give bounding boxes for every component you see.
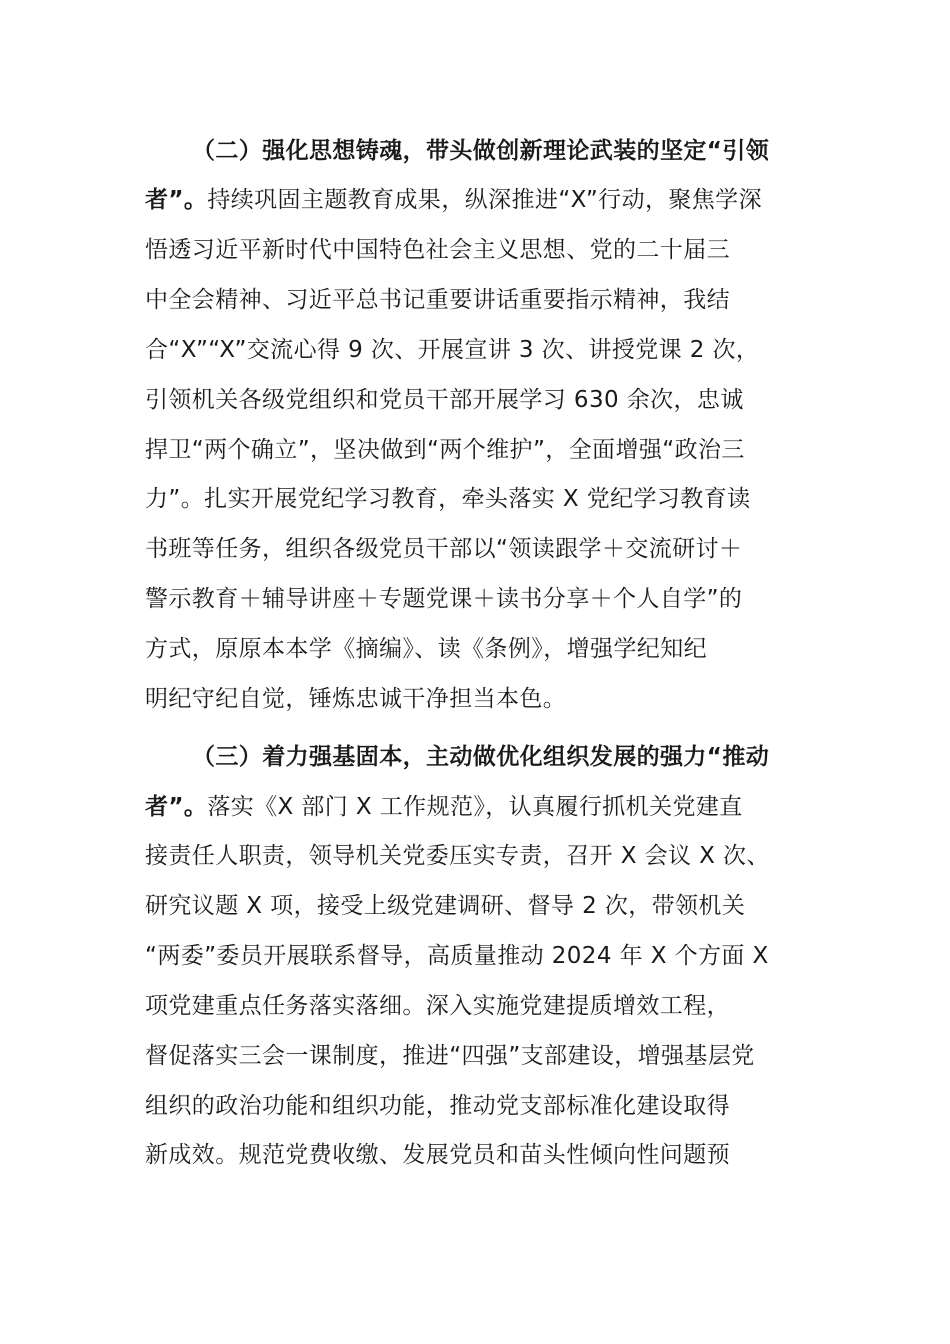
section2-heading: （二）强化思想铸魂，带头做创新理论武装的坚定“引领 — [192, 138, 770, 164]
section3-line-8: 新成效。规范党费收缴、发展党员和苗头性倾向性问题预 — [145, 1142, 730, 1168]
section2-line-11: 明纪守纪自觉，锤炼忠诚干净担当本色。 — [145, 686, 567, 712]
section2-line-2: 悟透习近平新时代中国特色社会主义思想、党的二十届三 — [145, 237, 730, 263]
section2-line-3: 中全会精神、习近平总书记重要讲话重要指示精神，我结 — [145, 287, 730, 313]
section3-heading: （三）着力强基固本，主动做优化组织发展的强力“推动 — [192, 744, 770, 770]
section2-line-6: 捍卫“两个确立”，坚决做到“两个维护”，全面增强“政治三 — [145, 437, 745, 463]
section2-line-4: 合“X”“X”交流心得 9 次、开展宣讲 3 次、讲授党课 2 次， — [145, 337, 760, 363]
section3-line-6: 督促落实三会一课制度，推进“四强”支部建设，增强基层党 — [145, 1043, 755, 1069]
section2-line-10: 方式，原原本本学《摘编》、读《条例》，增强学纪知纪 — [145, 636, 707, 662]
section2-line-1-text: 持续巩固主题教育成果，纵深推进“X”行动，聚焦学深 — [207, 187, 762, 213]
section2-line-8: 书班等任务，组织各级党员干部以“领读跟学＋交流研讨＋ — [145, 536, 743, 562]
section2-line-1 — [145, 185, 762, 215]
section3-line-5: 项党建重点任务落实落细。深入实施党建提质增效工程， — [145, 993, 730, 1019]
section3-line-2: 接责任人职责，领导机关党委压实专责，召开 X 会议 X 次、 — [145, 843, 770, 869]
section3-line-1 — [145, 792, 743, 822]
section3-heading-end: 者”。 — [145, 794, 208, 820]
section2-line-7: 力”。扎实开展党纪学习教育，牵头落实 X 党纪学习教育读 — [145, 486, 751, 512]
section2-line-5: 引领机关各级党组织和党员干部开展学习 630 余次，忠诚 — [145, 387, 744, 413]
section2-line-9: 警示教育＋辅导讲座＋专题党课＋读书分享＋个人自学”的 — [145, 586, 743, 612]
section2-heading-end: 者”。 — [145, 187, 208, 213]
section3-line-7: 组织的政治功能和组织功能，推动党支部标准化建设取得 — [145, 1093, 730, 1119]
section3-line-4: “两委”委员开展联系督导，高质量推动 2024 年 X 个方面 X — [145, 943, 769, 969]
section3-line-3: 研究议题 X 项，接受上级党建调研、督导 2 次，带领机关 — [145, 893, 746, 919]
section3-line-1-text: 落实《X 部门 X 工作规范》，认真履行抓机关党建直 — [207, 794, 743, 820]
